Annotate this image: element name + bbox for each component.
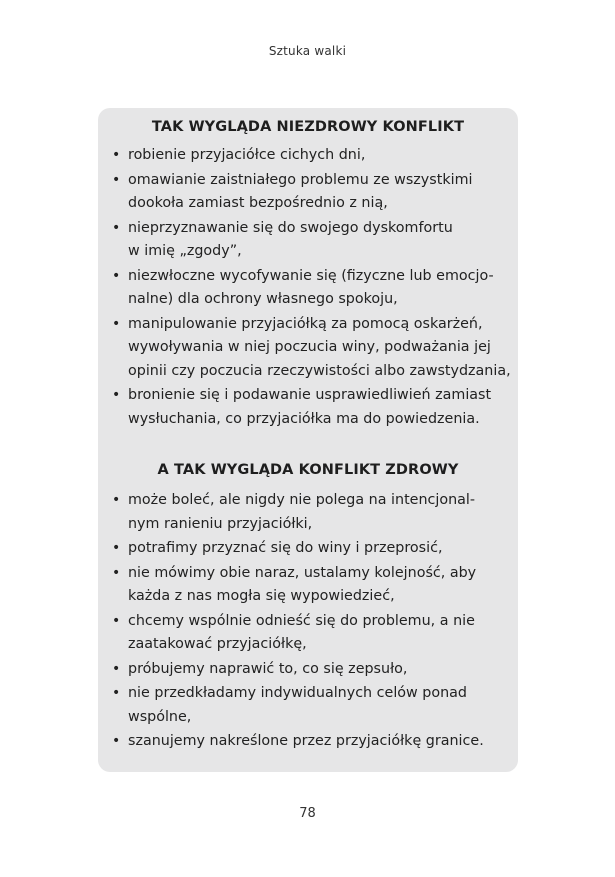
- running-header: Sztuka walki: [268, 44, 347, 58]
- bullet-icon: •: [112, 171, 121, 188]
- list-item: [98, 682, 518, 729]
- list-item-line: w imię „zgody”,: [128, 243, 242, 259]
- page-number: 78: [299, 806, 316, 821]
- list-item: [98, 730, 518, 754]
- bullet-icon: •: [112, 147, 121, 163]
- list-item-line: zaatakować przyjaciółkę,: [128, 636, 307, 652]
- list-item-line: chcemy wspólnie odnieść się do problemu, a nie: [128, 612, 475, 629]
- bullet-icon: •: [112, 315, 121, 332]
- list-item: [98, 537, 518, 561]
- bullet-icon: •: [112, 387, 121, 403]
- list-item-line: nieprzyznawanie się do swojego dyskomfortu: [128, 219, 453, 236]
- list-item-line: nym ranieniu przyjaciółki,: [128, 515, 313, 532]
- list-item-line: nie przedkładamy indywidualnych celów ponad: [128, 685, 467, 701]
- info-box: [98, 108, 518, 772]
- bullet-icon: •: [112, 492, 121, 508]
- list-item-line: niezwłoczne wycofywanie się (fizyczne lub emocjo-: [128, 267, 494, 284]
- list-item-line: nalne) dla ochrony własnego spokoju,: [128, 291, 398, 307]
- unhealthy-conflict-list: [98, 144, 518, 432]
- list-item-line: próbujemy naprawić to, co się zepsuło,: [128, 660, 408, 677]
- list-item-line: wspólne,: [128, 708, 192, 725]
- bullet-icon: •: [112, 733, 121, 749]
- list-item-line: każda z nas mogła się wypowiedzieć,: [128, 588, 395, 604]
- bullet-icon: •: [112, 219, 121, 236]
- list-item: [98, 384, 518, 431]
- list-item-line: nie mówimy obie naraz, ustalamy kolejność, aby: [128, 564, 477, 581]
- list-item-line: wywoływania w niej poczucia winy, podważania jej: [128, 339, 491, 355]
- list-item: [98, 313, 518, 384]
- list-item: [98, 144, 518, 168]
- list-item: [98, 610, 518, 657]
- list-item-line: bronienie się i podawanie usprawiedliwień zamiast: [128, 387, 492, 403]
- list-item-line: szanujemy nakreślone przez przyjaciółkę granice.: [128, 733, 484, 749]
- list-item: [98, 265, 518, 312]
- bullet-icon: •: [112, 564, 121, 581]
- list-item: [98, 217, 518, 264]
- list-item-line: dookoła zamiast bezpośrednio z nią,: [128, 195, 388, 211]
- list-item-line: potrafimy przyznać się do winy i przeprosić,: [128, 540, 443, 556]
- healthy-conflict-list: [98, 489, 518, 755]
- list-item-line: manipulowanie przyjaciółką za pomocą oskarżeń,: [128, 315, 483, 332]
- list-item-line: może boleć, ale nigdy nie polega na intencjonal-: [128, 492, 476, 508]
- bullet-icon: •: [112, 612, 121, 629]
- unhealthy-conflict-title: TAK WYGLĄDA NIEZDROWY KONFLIKT: [151, 119, 465, 135]
- list-item-line: omawianie zaistniałego problemu ze wszystkimi: [128, 171, 473, 188]
- bullet-icon: •: [112, 267, 121, 284]
- bullet-icon: •: [112, 660, 121, 677]
- list-item-line: opinii czy poczucia rzeczywistości albo zawstydzania,: [128, 362, 511, 379]
- bullet-icon: •: [112, 540, 121, 556]
- list-item: [98, 562, 518, 609]
- list-item-line: wysłuchania, co przyjaciółka ma do powiedzenia.: [128, 410, 480, 427]
- list-item: [98, 169, 518, 216]
- list-item-line: robienie przyjaciółce cichych dni,: [128, 147, 366, 163]
- list-item: [98, 658, 518, 682]
- bullet-icon: •: [112, 685, 121, 701]
- healthy-conflict-title: A TAK WYGLĄDA KONFLIKT ZDROWY: [157, 462, 459, 478]
- list-item: [98, 489, 518, 536]
